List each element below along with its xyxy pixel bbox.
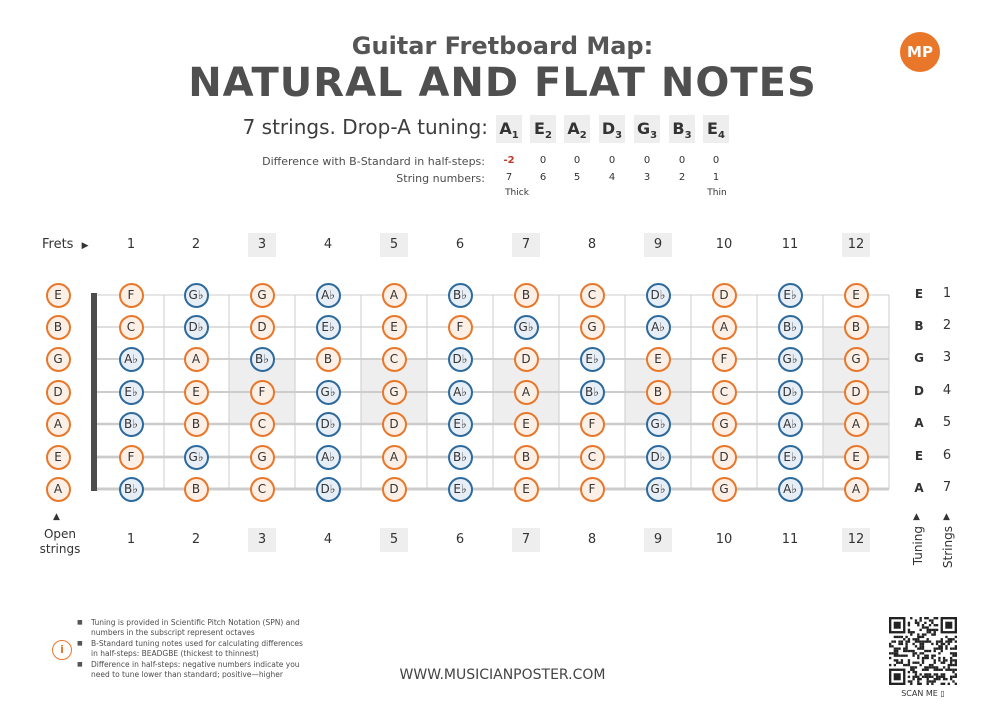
string-tuning-note: D	[914, 384, 924, 398]
fret-note: B♭	[778, 315, 803, 340]
fret-number: 8	[587, 237, 597, 252]
fret-note: B♭	[580, 380, 605, 405]
fret-number: 3	[248, 233, 276, 257]
fret-note: D	[514, 347, 539, 372]
fret-note: C	[580, 283, 605, 308]
fret-number: 10	[715, 532, 733, 547]
open-string-note: A	[46, 477, 71, 502]
fret-note: F	[250, 380, 275, 405]
fret-note: E	[514, 412, 539, 437]
fret-note: G	[382, 380, 407, 405]
fret-note: G♭	[184, 283, 209, 308]
fret-note: A	[514, 380, 539, 405]
scan-me-label	[890, 689, 956, 698]
fret-number: 1	[126, 532, 136, 547]
fret-note: B	[316, 347, 341, 372]
tuning-note-octave: 1	[511, 130, 519, 142]
page-subtitle: Guitar Fretboard Map:	[351, 32, 654, 60]
fret-note: G♭	[184, 445, 209, 470]
string-number-value: 5	[573, 172, 581, 183]
tuning-label: 7 strings. Drop-A tuning:	[242, 115, 488, 139]
difference-value: 0	[539, 155, 547, 166]
string-number-value: 1	[712, 172, 720, 183]
fret-number: 11	[781, 532, 799, 547]
fret-note: D	[382, 477, 407, 502]
fret-note: E	[514, 477, 539, 502]
triangle-up-icon: ▲	[53, 512, 60, 522]
fret-number: 1	[126, 237, 136, 252]
triangle-up-icon: ▲	[943, 512, 950, 522]
fret-note: E♭	[448, 477, 473, 502]
fret-note: F	[448, 315, 473, 340]
fret-note: B♭	[448, 283, 473, 308]
fret-note: G	[250, 445, 275, 470]
fret-number: 2	[191, 532, 201, 547]
open-string-note: B	[46, 315, 71, 340]
fret-note: B♭	[250, 347, 275, 372]
fret-note: C	[250, 412, 275, 437]
fret-note: B	[184, 477, 209, 502]
fret-note: A♭	[778, 477, 803, 502]
fret-note: E♭	[316, 315, 341, 340]
fret-note: D♭	[316, 477, 341, 502]
fret-note: B♭	[119, 412, 144, 437]
fret-note: F	[712, 347, 737, 372]
string-number: 1	[942, 286, 952, 301]
footnotes	[77, 618, 307, 681]
fret-note: C	[119, 315, 144, 340]
string-number-value: 4	[608, 172, 616, 183]
fret-note: E♭	[119, 380, 144, 405]
tuning-note-name: A	[567, 119, 580, 138]
fret-note: D♭	[448, 347, 473, 372]
arrow-right-icon: ▶	[81, 241, 89, 251]
string-number: 6	[942, 448, 952, 463]
open-strings-label	[30, 527, 90, 557]
fret-note: G♭	[514, 315, 539, 340]
fret-note: E♭	[778, 445, 803, 470]
tuning-note-name: E	[707, 119, 718, 138]
fret-note: C	[580, 445, 605, 470]
string-tuning-note: E	[914, 287, 924, 301]
string-number: 3	[942, 350, 952, 365]
string-number-value: 3	[643, 172, 651, 183]
string-number: 5	[942, 415, 952, 430]
footnote: ■ Tuning is provided in Scientific Pitch Notation (SPN) and numbers in the subscript represent octaves	[77, 618, 307, 638]
fret-number: 9	[644, 233, 672, 257]
fret-number: 7	[512, 233, 540, 257]
tuning-note-octave: 3	[684, 130, 692, 142]
fret-number: 9	[644, 528, 672, 552]
difference-value: -2	[503, 155, 515, 166]
fret-note: B♭	[448, 445, 473, 470]
fret-number: 3	[248, 528, 276, 552]
fret-note: G	[844, 347, 869, 372]
thick-label: Thick	[505, 188, 529, 198]
fret-number: 2	[191, 237, 201, 252]
tuning-note-name: D	[601, 119, 616, 138]
footnote: ■ Difference in half-steps: negative numbers indicate you need to tune lower than standard; positive—higher	[77, 660, 307, 680]
fret-note: A	[712, 315, 737, 340]
fret-note: D	[844, 380, 869, 405]
string-tuning-note: A	[914, 481, 924, 495]
string-number-value: 6	[539, 172, 547, 183]
fret-note: A♭	[119, 347, 144, 372]
difference-label: Difference with B-Standard in half-steps:	[262, 155, 485, 168]
fret-note: E	[382, 315, 407, 340]
open-string-note: G	[46, 347, 71, 372]
fret-note: B	[514, 283, 539, 308]
fret-note: A♭	[316, 445, 341, 470]
open-string-note: E	[46, 445, 71, 470]
fret-note: G	[712, 477, 737, 502]
fret-note: B	[844, 315, 869, 340]
fret-note: A	[844, 477, 869, 502]
tuning-note-name: A	[499, 119, 512, 138]
fret-note: A	[382, 283, 407, 308]
fret-note: E	[184, 380, 209, 405]
fret-note: G	[712, 412, 737, 437]
fret-note: F	[119, 283, 144, 308]
open-string-note: E	[46, 283, 71, 308]
string-tuning-note: E	[914, 449, 924, 463]
tuning-note-name: E	[534, 119, 545, 138]
fret-note: D	[382, 412, 407, 437]
tuning-note-octave: 3	[615, 130, 623, 142]
string-number: 4	[942, 383, 952, 398]
fret-number: 5	[380, 233, 408, 257]
tuning-note-octave: 4	[717, 130, 725, 142]
fret-note: D♭	[778, 380, 803, 405]
open-string-note: A	[46, 412, 71, 437]
fret-note: E♭	[778, 283, 803, 308]
fret-note: A	[382, 445, 407, 470]
qr-code-icon[interactable]	[889, 617, 957, 685]
tuning-note-name: G	[636, 119, 651, 138]
string-number-value: 2	[678, 172, 686, 183]
difference-value: 0	[712, 155, 720, 166]
fret-note: D	[250, 315, 275, 340]
fret-number: 4	[323, 237, 333, 252]
thin-label: Thin	[707, 188, 727, 198]
fret-note: A♭	[778, 412, 803, 437]
difference-value: 0	[608, 155, 616, 166]
website-link[interactable]: WWW.MUSICIANPOSTER.COM	[399, 667, 606, 683]
fret-note: F	[119, 445, 144, 470]
tuning-note-octave: 2	[579, 130, 587, 142]
strings-vertical-label: Strings	[941, 526, 955, 569]
fret-number: 6	[455, 532, 465, 547]
string-tuning-note: G	[914, 351, 924, 365]
fret-note: C	[712, 380, 737, 405]
fret-note: D♭	[646, 283, 671, 308]
fret-note: E♭	[580, 347, 605, 372]
difference-value: 0	[643, 155, 651, 166]
string-number: 2	[942, 318, 952, 333]
fret-note: E♭	[448, 412, 473, 437]
fret-note: B♭	[119, 477, 144, 502]
fret-note: G	[250, 283, 275, 308]
fret-note: A♭	[646, 315, 671, 340]
phone-icon: ▯	[940, 689, 945, 698]
brand-logo[interactable]: MP	[900, 32, 940, 72]
fret-number: 10	[715, 237, 733, 252]
fret-number: 7	[512, 528, 540, 552]
frets-label-text: Frets	[42, 237, 74, 252]
string-tuning-note: B	[914, 319, 924, 333]
open-label-line1: Open	[43, 527, 77, 541]
string-number: 7	[942, 480, 952, 495]
fret-number: 8	[587, 532, 597, 547]
fret-note: B	[184, 412, 209, 437]
fret-number: 12	[842, 528, 870, 552]
fret-note: B	[646, 380, 671, 405]
string-tuning-note: A	[914, 416, 924, 430]
triangle-up-icon: ▲	[913, 512, 920, 522]
fret-note: A	[844, 412, 869, 437]
fret-number: 11	[781, 237, 799, 252]
tuning-note-octave: 3	[650, 130, 658, 142]
fret-number: 4	[323, 532, 333, 547]
fret-note: E	[844, 445, 869, 470]
string-number-value: 7	[505, 172, 513, 183]
fret-note: C	[250, 477, 275, 502]
fret-note: G♭	[646, 477, 671, 502]
fret-note: F	[580, 477, 605, 502]
fret-note: D	[712, 283, 737, 308]
open-label-line2: strings	[39, 542, 81, 556]
fret-note: F	[580, 412, 605, 437]
fret-note: A♭	[448, 380, 473, 405]
tuning-vertical-label: Tuning	[911, 526, 925, 566]
fret-note: G♭	[646, 412, 671, 437]
fret-note: G♭	[316, 380, 341, 405]
string-numbers-label: String numbers:	[396, 172, 485, 185]
info-icon: i	[52, 640, 72, 660]
fret-note: C	[382, 347, 407, 372]
fret-number: 6	[455, 237, 465, 252]
page-title: NATURAL AND FLAT NOTES	[188, 60, 817, 106]
difference-value: 0	[678, 155, 686, 166]
fret-note: E	[844, 283, 869, 308]
open-string-note: D	[46, 380, 71, 405]
footnote: ■ B-Standard tuning notes used for calculating differences in half-steps: BEADGBE (thickest to thinnest)	[77, 639, 307, 659]
difference-value: 0	[573, 155, 581, 166]
fret-note: D♭	[184, 315, 209, 340]
fret-note: G	[580, 315, 605, 340]
fret-note: A	[184, 347, 209, 372]
fret-note: D♭	[646, 445, 671, 470]
tuning-note-octave: 2	[544, 130, 552, 142]
fret-note: D♭	[316, 412, 341, 437]
fret-number: 12	[842, 233, 870, 257]
tuning-note-name: B	[672, 119, 685, 138]
fret-note: B	[514, 445, 539, 470]
nut	[91, 293, 97, 491]
fret-note: G♭	[778, 347, 803, 372]
fret-number: 5	[380, 528, 408, 552]
scan-me-text: SCAN ME	[901, 689, 938, 698]
fret-note: D	[712, 445, 737, 470]
fret-note: A♭	[316, 283, 341, 308]
fret-note: E	[646, 347, 671, 372]
